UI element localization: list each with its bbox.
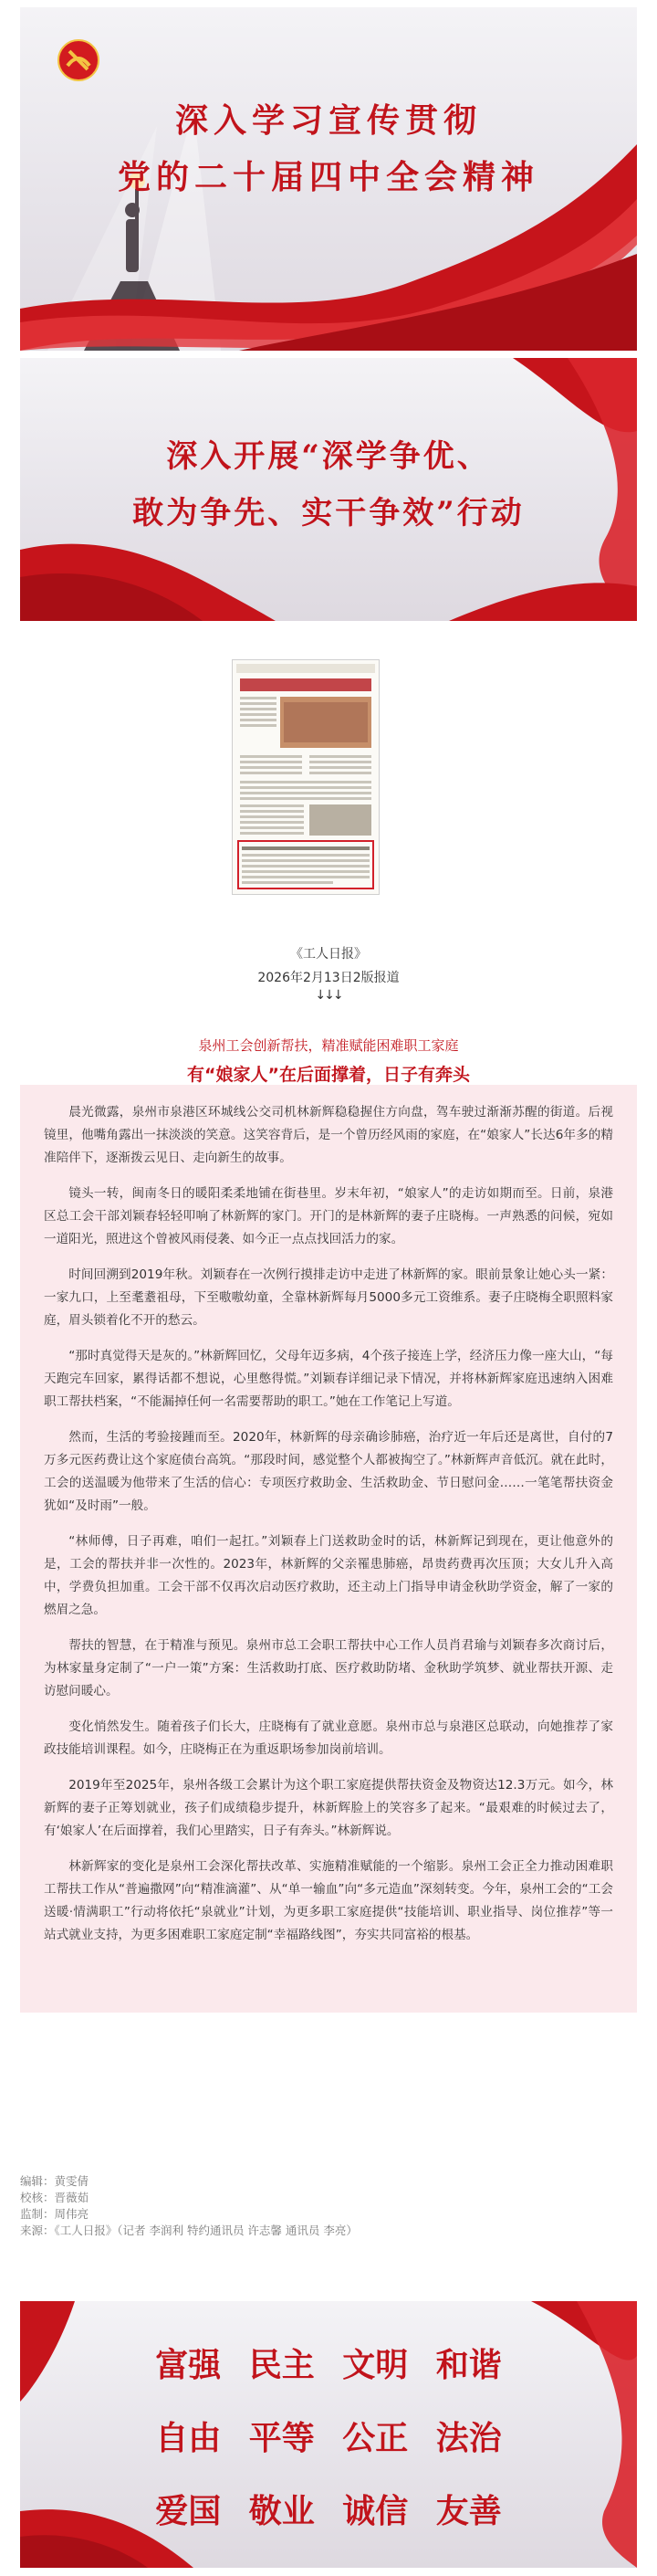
newspaper-layout-graphic — [233, 660, 379, 894]
source-date: 2026年2月13日2版报道 — [257, 971, 400, 985]
down-arrows-icon: ↓↓↓ — [315, 988, 342, 1003]
top-banner — [20, 7, 637, 351]
article-subtitle: 泉州工会创新帮扶，精准赋能困难职工家庭 — [198, 1037, 459, 1054]
article-paragraph: 2019年至2025年，泉州各级工会累计为这个职工家庭提供帮扶资金及物资达12.3万元。如今，林新辉的妻子正筹划就业，孩子们成绩稳步提升，林新辉脸上的笑容多了起来。“最艰难的时候过去了，有‘娘家人’在后面撑着，我们心里踏实，日子有奔头。”林新辉说。 — [44, 1778, 613, 1838]
credit-proofreader: 校核：晋薇茹 — [20, 2191, 89, 2204]
banner-title-line2: 党的二十届四中全会精神 — [117, 158, 539, 196]
article-paragraph: 镜头一转，闽南冬日的暖阳柔柔地铺在街巷里。岁末年初，“娘家人”的走访如期而至。日前，泉港区总工会干部刘颖春轻轻叩响了林新辉的家门。开门的是林新辉的妻子庄晓梅。一声熟悉的问候，宛如一道阳光，照进这个曾被风雨侵袭、如今正一点点找回活力的家。 — [44, 1186, 613, 1246]
article-paragraph: 晨光微露，泉州市泉港区环城线公交司机林新辉稳稳握住方向盘，驾车驶过渐渐苏醒的街道。后视镜里，他嘴角露出一抹淡淡的笑意。这笑容背后，是一个曾历经风雨的家庭，在“娘家人”长达6年多的精准陪伴下，逐渐拨云见日、走向新生的故事。 — [44, 1105, 613, 1165]
article-paragraph: 然而，生活的考验接踵而至。2020年，林新辉的母亲确诊肺癌，治疗近一年后还是离世，自付的7万多元医药费让这个家庭债台高筑。“那段时间，感觉整个人都被掏空了。”林新辉声音低沉。就在此时，工会的送温暖为他带来了生活的信心：专项医疗救助金、生活救助金、节日慰问金……一笔笔帮扶资金犹如“及时雨”一般。 — [44, 1430, 613, 1513]
credit-editor: 编辑：黄雯倩 — [20, 2174, 89, 2188]
campaign-title-line2: 敢为争先、实干争效”行动 — [132, 495, 525, 531]
article-paragraph: 林新辉家的变化是泉州工会深化帮扶改革、实施精准赋能的一个缩影。泉州工会正全力推动困难职工帮扶工作从“普遍撒网”向“精准滴灌”、从“单一输血”向“多元造血”深刻转变。今年，泉州工会的“工会送暖·情满职工”行动将依托“泉就业”计划，为更多职工家庭提供“技能培训、职业指导、岗位推荐”等一站式就业支持，为更多困难职工家庭定制“幸福路线图”，夯实共同富裕的根基。 — [44, 1859, 613, 1942]
article-paragraph: “林师傅，日子再难，咱们一起扛。”刘颖春上门送救助金时的话，林新辉记到现在，更让他意外的是，工会的帮扶并非一次性的。2023年，林新辉的父亲罹患肺癌，昂贵药费再次压顶；大女儿升入高中，学费负担加重。工会干部不仅再次启动医疗救助，还主动上门指导申请金秋助学资金，解了一家的燃眉之急。 — [44, 1534, 613, 1617]
credit-source: 来源：《工人日报》（记者 李润利 特约通讯员 许志馨 通讯员 李亮） — [20, 2224, 358, 2237]
article-paragraph: 变化悄然发生。随着孩子们长大，庄晓梅有了就业意愿。泉州市总与泉港区总联动，向她推荐了家政技能培训课程。如今，庄晓梅正在为重返职场参加岗前培训。 — [44, 1719, 613, 1757]
core-values-line2: 自由 平等 公正 法治 — [155, 2419, 502, 2457]
core-values-line3: 爱国 敬业 诚信 友善 — [155, 2492, 502, 2530]
newspaper-page-thumbnail — [232, 659, 380, 895]
party-emblem-icon — [58, 40, 99, 80]
campaign-title-line1: 深入开展“深学争优、 — [166, 438, 491, 475]
source-paper-name: 《工人日报》 — [290, 947, 367, 962]
core-values-banner — [20, 2301, 637, 2568]
article-body — [20, 1085, 637, 2013]
article-headline: 有“娘家人”在后面撑着，日子有奔头 — [187, 1065, 470, 1085]
banner-title-line1: 深入学习宣传贯彻 — [174, 101, 482, 140]
credits-block — [20, 2173, 637, 2239]
article-paragraph: 时间回溯到2019年秋。刘颖春在一次例行摸排走访中走进了林新辉的家。眼前景象让她心头一紧：一家九口，上至耄耋祖母，下至嗷嗷幼童，全靠林新辉每月5000多元工资维系。妻子庄晓梅全职照料家庭，眉头锁着化不开的愁云。 — [44, 1267, 613, 1328]
core-values-line1: 富强 民主 文明 和谐 — [155, 2346, 502, 2384]
article-paragraph: 帮扶的智慧，在于精准与预见。泉州市总工会职工帮扶中心工作人员肖君瑜与刘颖春多次商讨后，为林家量身定制了“一户一策”方案：生活救助打底、医疗救助防堵、金秋助学筑梦、就业帮扶开源、走访慰问暖心。 — [44, 1638, 613, 1698]
credit-supervisor: 监制：周伟亮 — [20, 2207, 89, 2221]
article-paragraph: “那时真觉得天是灰的。”林新辉回忆，父母年迈多病，4个孩子接连上学，经济压力像一座大山，“每天跑完车回家，累得话都不想说，心里憋得慌。”刘颖春详细记录下情况，并将林新辉家庭迅速纳入困难职工帮扶档案，“不能漏掉任何一名需要帮助的职工。”她在工作笔记上写道。 — [44, 1349, 613, 1409]
campaign-banner — [20, 358, 637, 621]
